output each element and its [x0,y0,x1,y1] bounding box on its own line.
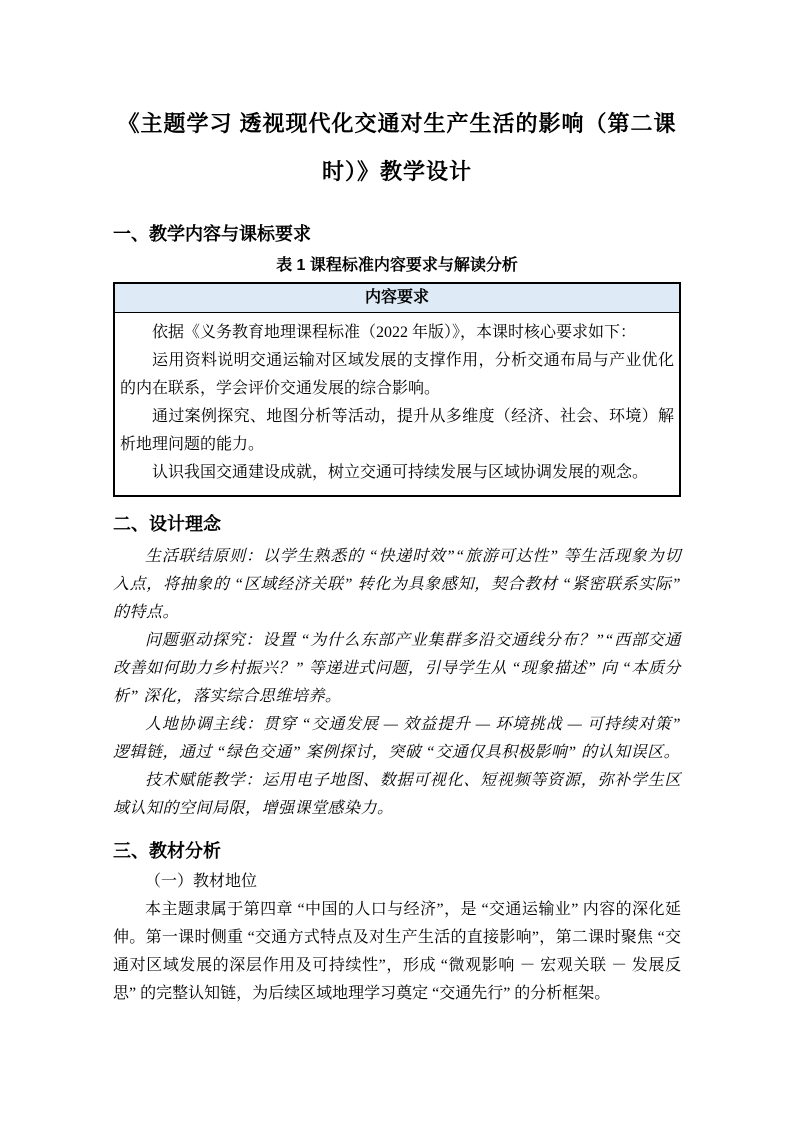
section-2-heading: 二、设计理念 [113,514,221,534]
design-principle-paragraph: 技术赋能教学：运用电子地图、数据可视化、短视频等资源，弥补学生区域认知的空间局限，增强课堂感染力。 [113,772,681,817]
content-requirements-table [113,282,681,497]
design-principles-block [113,543,681,823]
document-title [113,100,681,196]
table-header-row [114,283,680,313]
table-header-cell: 内容要求 [114,283,680,313]
table-body-row [114,313,680,497]
table-1-caption: 表 1 课程标准内容要求与解读分析 [276,257,518,274]
table-paragraph: 通过案例探究、地图分析等活动，提升从多维度（经济、社会、环境）解析地理问题的能力。 [120,408,674,453]
table-paragraph: 运用资料说明交通运输对区域发展的支撑作用，分析交通布局与产业优化的内在联系，学会评价交通发展的综合影响。 [120,352,674,397]
section-1-heading: 一、教学内容与课标要求 [113,224,311,244]
table-paragraph: 认识我国交通建设成就，树立交通可持续发展与区域协调发展的观念。 [152,464,649,481]
textbook-position-paragraph: 本主题隶属于第四章 “中国的人口与经济”，是 “交通运输业” 内容的深化延伸。第一课时侧重 “交通方式特点及对生产生活的直接影响”，第二课时聚焦 “交通对区域发展的深层作用及可持续性”，形成 “微观影响 － 宏观关联 － 发展反思” 的完整认知链，为后续区域地理学习奠定 “交通先行” 的分析框架。 [113,901,681,1002]
table-paragraph: 依据《义务教育地理课程标准（2022 年版）》，本课时核心要求如下： [152,324,637,341]
table-body-cell [114,313,680,497]
design-principle-paragraph: 人地协调主线：贯穿 “交通发展 — 效益提升 — 环境挑战 — 可持续对策” 逻辑链，通过 “绿色交通” 案例探讨，突破 “交通仅具积极影响” 的认知误区。 [113,716,681,761]
section-3-subheading: （一）教材地位 [145,873,258,890]
section-3-heading: 三、教材分析 [113,841,221,861]
design-principle-paragraph: 问题驱动探究：设置 “为什么东部产业集群多沿交通线分布？”“西部交通改善如何助力乡村振兴？” 等递进式问题，引导学生从 “现象描述” 向 “本质分析” 深化，落实综合思维培养。 [113,632,681,705]
document-title-line-2: 时）》教学设计 [321,159,472,184]
document-title-line-1: 《主题学习 透视现代化交通对生产生活的影响（第二课 [117,111,677,136]
design-principle-paragraph: 生活联结原则：以学生熟悉的 “快递时效”“旅游可达性” 等生活现象为切入点，将抽象的 “区域经济关联” 转化为具象感知，契合教材 “紧密联系实际” 的特点。 [113,548,681,621]
